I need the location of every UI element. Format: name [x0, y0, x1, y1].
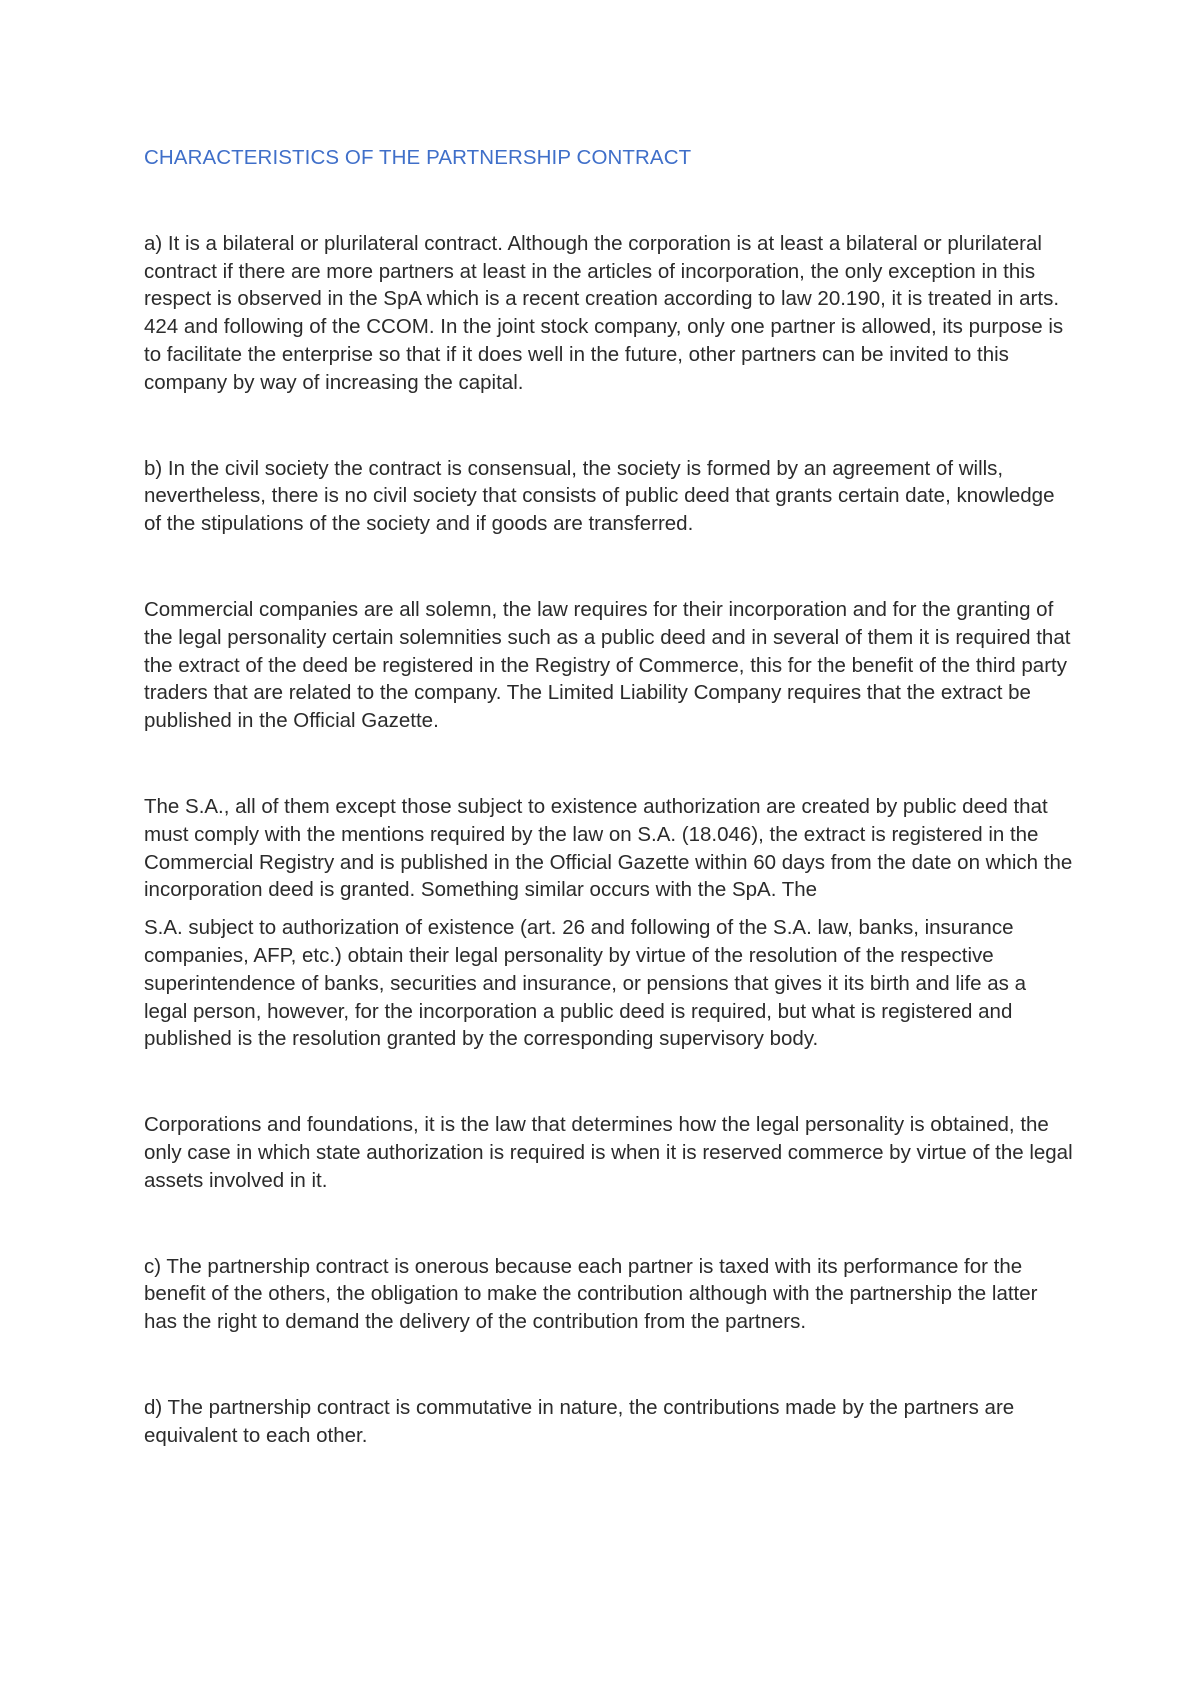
- paragraph-commercial-companies: Commercial companies are all solemn, the law requires for their incorporation and for the granting of the legal personality certain solemnities such as a public deed and in several of them it is required that the extract of the deed be registered in the Registry of Commerce, this for the benefit of the third party traders that are related to the company. The Limited Liability Company requires that the extract be published in the Official Gazette.: [144, 597, 1071, 733]
- document-body: [144, 144, 1074, 1450]
- paragraph-d: d) The partnership contract is commutative in nature, the contributions made by the partners are equivalent to each other.: [144, 1395, 1015, 1447]
- paragraph-sa: The S.A., all of them except those subject to existence authorization are created by public deed that must comply with the mentions required by the law on S.A. (18.046), the extract is registered in the Commercial Registry and is published in the Official Gazette within 60 days from the date on which the incorporation deed is granted. Something similar occurs with the SpA. The: [144, 794, 1073, 902]
- spacer: [144, 397, 1074, 455]
- spacer: [144, 1336, 1074, 1394]
- paragraph-c: c) The partnership contract is onerous because each partner is taxed with its performance for the benefit of the others, the obligation to make the contribution although with the partnership the latter has the right to demand the delivery of the contribution from the partners.: [144, 1254, 1038, 1334]
- spacer: [144, 1053, 1074, 1111]
- spacer: [144, 1195, 1074, 1253]
- spacer: [144, 735, 1074, 793]
- paragraph-b: b) In the civil society the contract is consensual, the society is formed by an agreement of wills, nevertheless, there is no civil society that consists of public deed that grants certain date, knowledge of the stipulations of the society and if goods are transferred.: [144, 456, 1055, 536]
- paragraph-sa-authorization: S.A. subject to authorization of existence (art. 26 and following of the S.A. law, banks, insurance companies, AFP, etc.) obtain their legal personality by virtue of the resolution of the respective superintendence of banks, securities and insurance, or pensions that gives it its birth and life as a legal person, however, for the incorporation a public deed is required, but what is registered and published is the resolution granted by the corresponding supervisory body.: [144, 916, 1027, 1051]
- paragraph-a: a) It is a bilateral or plurilateral contract. Although the corporation is at least a bilateral or plurilateral contract if there are more partners at least in the articles of incorporation, the only exception in this respect is observed in the SpA which is a recent creation according to law 20.190, it is treated in arts. 424 and following of the CCOM. In the joint stock company, only one partner is allowed, its purpose is to facilitate the enterprise so that if it does well in the future, other partners can be invited to this company by way of increasing the capital.: [144, 231, 1064, 394]
- spacer: [144, 538, 1074, 596]
- spacer: [144, 172, 1074, 230]
- document-title: CHARACTERISTICS OF THE PARTNERSHIP CONTRACT: [144, 146, 692, 169]
- paragraph-corporations-foundations: Corporations and foundations, it is the law that determines how the legal personality is obtained, the only case in which state authorization is required is when it is reserved commerce by virtue of the legal assets involved in it.: [144, 1113, 1073, 1192]
- spacer: [144, 904, 1074, 914]
